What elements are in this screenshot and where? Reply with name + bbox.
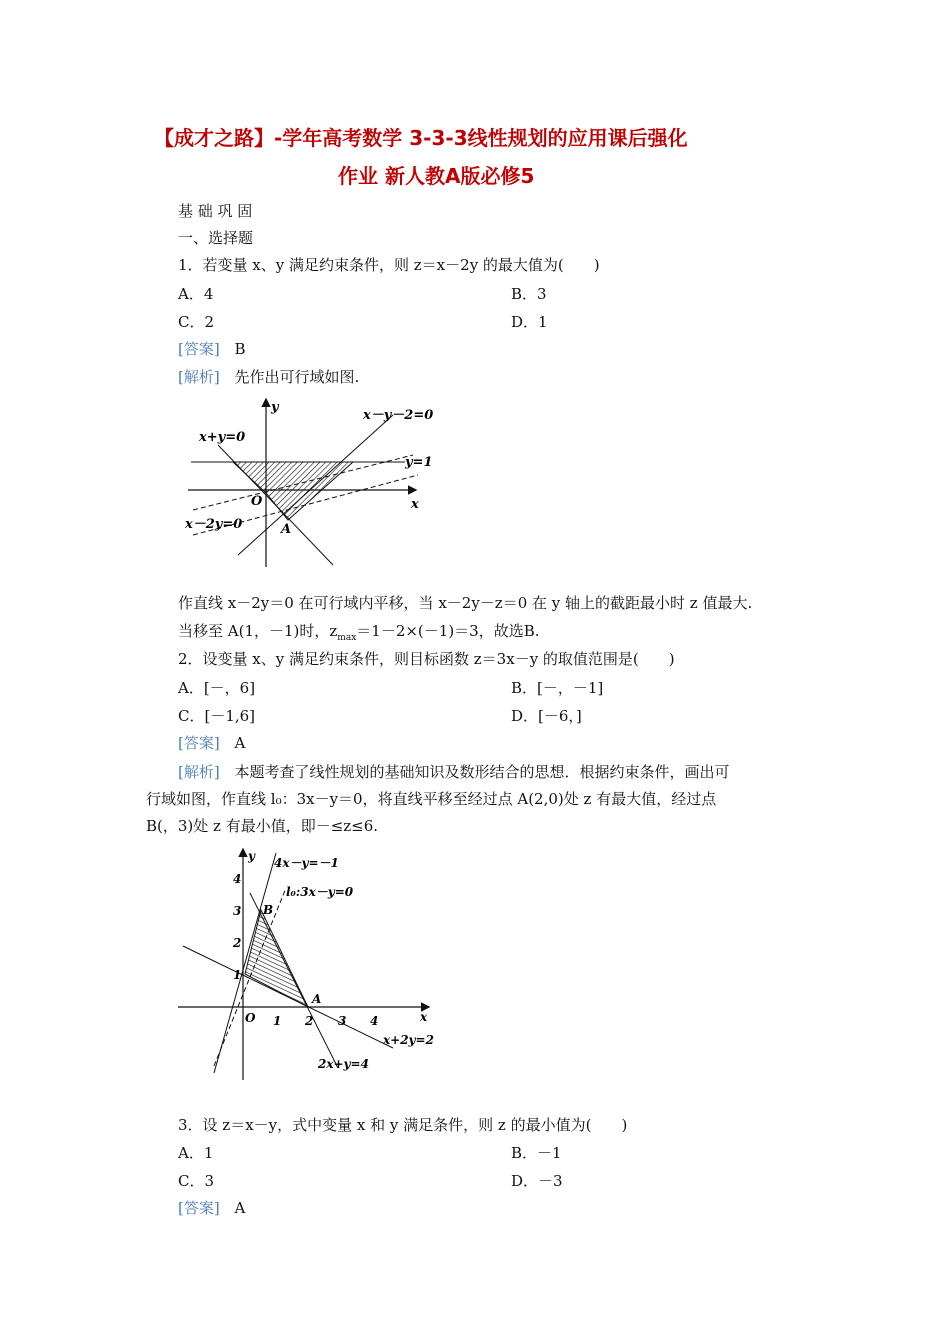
q1-line2-label: x+y=0 [199,430,246,445]
section-label: 基 础 巩 固 [178,202,253,220]
q3-option-b: B．－1 [511,1144,562,1162]
q1-line4-label: x－2y=0 [185,517,243,532]
q1-answer [178,338,246,359]
q1-note-2-rest: ＝1－2×(－1)＝3，故选B. [356,622,540,640]
q1-x-label: x [411,497,419,512]
q2-option-b: B．[－，－1] [511,679,604,697]
q3-option-a: A．1 [178,1144,214,1162]
q2-line4-label: x+2y=2 [383,1033,434,1047]
q2-ytick-2: 2 [233,936,242,950]
q2-xtick-1: 1 [273,1014,282,1028]
q3-answer-value: A [234,1199,246,1217]
q2-analysis-line3: B(，3)处 z 有最小值，即－≤z≤6. [146,817,379,835]
q2-y-label: y [248,849,255,863]
q3-stem: 3．设 z＝x－y，式中变量 x 和 y 满足条件，则 z 的最小值为( ) [178,1116,628,1134]
q3-option-c: C．3 [178,1172,215,1190]
q2-x-label: x [420,1010,428,1024]
q1-note-2-sub: max [337,633,357,643]
q2-ytick-3: 3 [233,904,242,918]
answer-tag: [答案] [178,1199,220,1217]
q1-analysis-text: 先作出可行域如图. [234,368,360,386]
q1-line3-label: y=1 [405,455,433,470]
answer-tag: [答案] [178,340,220,358]
q2-option-c: C．[－1,6] [178,707,256,725]
q3-answer [178,1197,245,1218]
part-label: 一、选择题 [178,229,254,247]
q2-ytick-4: 4 [233,872,242,886]
q2-point-b-label: B [263,903,274,917]
q1-note-1: 作直线 x－2y＝0 在可行域内平移，当 x－2y－z＝0 在 y 轴上的截距最小时 z 值最大. [178,594,753,612]
q1-option-a: A．4 [178,285,214,303]
q1-note-2-main: 当移至 A(1，－1)时，z [178,622,338,640]
doc-title-line2: 作业 新人教A版必修5 [338,164,535,188]
q2-analysis-line1 [178,761,730,782]
q2-figure [178,848,443,1088]
q1-option-d: D．1 [511,313,548,331]
q3-option-d: D．－3 [511,1172,563,1190]
q2-line2-label: l₀:3x－y=0 [286,885,354,899]
q1-origin-label: O [251,494,263,509]
q2-point-a-label: A [312,992,322,1006]
q1-point-a-label: A [281,522,292,537]
q2-line1-label: 4x－y=－1 [274,856,339,870]
answer-tag: [答案] [178,734,220,752]
q2-xtick-2: 2 [305,1014,314,1028]
q2-answer [178,732,245,753]
q1-y-label: y [271,400,279,415]
q2-stem: 2．设变量 x、y 满足约束条件，则目标函数 z＝3x－y 的取值范围是( ) [178,650,675,668]
q1-analysis [178,366,359,387]
q1-option-b: B．3 [511,285,547,303]
q2-xtick-4: 4 [370,1014,379,1028]
q2-ytick-1: 1 [233,968,242,982]
feasible-region [233,462,353,520]
q2-xtick-3: 3 [338,1014,347,1028]
q2-answer-value: A [234,734,246,752]
analysis-tag: [解析] [178,763,220,781]
line-x-plus-2y [183,946,393,1048]
q2-option-d: D．[－6，] [511,707,582,725]
q1-option-c: C．2 [178,313,215,331]
doc-title-line1: 【成才之路】-学年高考数学 3-3-3线性规划的应用课后强化 [154,126,688,150]
q2-line3-label: 2x+y=4 [318,1057,369,1071]
q2-option-a: A．[－，6] [178,679,256,697]
q2-analysis-line2: 行域如图，作直线 l₀：3x－y＝0，将直线平移至经过点 A(2,0)处 z 有最大值，经过点 [146,790,717,808]
q1-figure [183,395,448,575]
q2-origin-label: O [245,1011,256,1025]
analysis-tag: [解析] [178,368,220,386]
feasible-region [245,910,308,1007]
q1-answer-value: B [234,340,246,358]
q1-stem: 1．若变量 x、y 满足约束条件，则 z＝x－2y 的最大值为( ) [178,256,600,274]
q1-note-2 [178,620,540,643]
q2-analysis-text-1: 本题考查了线性规划的基础知识及数形结合的思想．根据约束条件，画出可 [234,763,730,781]
q1-line1-label: x－y－2=0 [363,408,434,423]
